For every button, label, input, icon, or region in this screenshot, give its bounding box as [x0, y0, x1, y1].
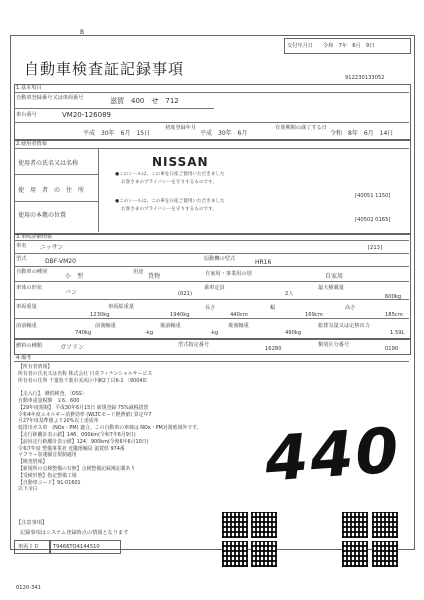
width-value: 169cm [305, 312, 323, 318]
maker-code: [213] [368, 245, 382, 251]
document-title: 自動車検査証記録事項 [24, 60, 185, 78]
handwritten-number: 440 [262, 413, 403, 496]
height-value: 185cm [385, 312, 403, 318]
remarks-line: 令和4年度エネルギー消費効率 (WLTCモード燃費値) 算定年7 [18, 411, 152, 418]
code-2: [40502 0165] [355, 217, 391, 223]
rf-axle-label: 後前軸重 [160, 323, 181, 329]
basic-section-label: 1.基本項目 [16, 85, 42, 91]
remarks-line: 所有者の住所 千葉県千葉市美浜区中瀬2丁目6-1 〔90040〕 [18, 377, 151, 384]
remarks-line: 【29年度規制】 平成30年6月15日 新規登録 75%減税措置 [18, 404, 149, 411]
fuel-label: 燃料の種類 [16, 343, 42, 349]
remarks-line: 【検査情報】 [18, 459, 48, 466]
reg-value: 滋賀 400 せ 712 [110, 97, 179, 105]
class-num-value: 0190 [385, 346, 399, 352]
remarks-text [18, 364, 263, 493]
user-address-label: 使 用 者 の 住 所 [18, 187, 85, 194]
engine-value: HR16 [255, 259, 272, 266]
page-code: 0120-341 [16, 585, 41, 591]
user-name-label: 使用者の氏名又は名称 [18, 160, 79, 167]
reg-label: 自動車登録番号又は車両番号 [16, 95, 84, 101]
user-base-label: 使用の本拠の位置 [18, 212, 67, 219]
remarks-section-label: 4.備考 [16, 355, 32, 361]
width-label: 幅 [270, 305, 276, 311]
use-value: 貨物 [148, 273, 161, 280]
first-date-value: 平成 30年 6月 15日 [83, 130, 151, 137]
expiry-label: 有効期間の満了する日 [275, 125, 327, 131]
length-value: 440cm [230, 312, 248, 318]
remarks-line: 【受検形態】指定整備工場 [18, 472, 77, 479]
qr-code-6 [251, 541, 277, 567]
rear-axle-label: 後後軸重 [228, 323, 249, 329]
qr-code-8 [372, 541, 398, 567]
gross-label: 車両総重量 [108, 304, 134, 310]
qr-code-4 [372, 512, 398, 538]
qr-code-2 [251, 512, 277, 538]
max-load-value: 600kg [385, 294, 402, 300]
remarks-line: 月27年度基準値より20%以上達成率 [18, 418, 99, 425]
weight-label: 車両重量 [16, 304, 37, 310]
max-load-label: 最大積載量 [318, 285, 344, 291]
vehicle-id-value-box [49, 540, 121, 554]
chassis-label: 車台番号 [16, 112, 37, 118]
vehicle-id-value: T9466TQ4144510 [53, 544, 100, 550]
issue-date-label: 交付年月日 [287, 43, 313, 49]
body-label: 車体の形状 [16, 285, 42, 291]
capacity-label: 乗車定員 [204, 285, 225, 291]
remarks-line: 【新規所の点検整備の有無】点検整備記録簿記載あり [18, 465, 136, 472]
seal-text-2a: お客さまのプライバシーを守りするものです。 [121, 180, 217, 185]
type-value: DBF-VM20 [45, 258, 76, 265]
height-label: 高さ [345, 305, 356, 311]
vehicle-id-label: 車両ＩＤ [18, 544, 39, 550]
kind-value: 小 型 [65, 273, 84, 280]
vehicle-id-label-box [14, 540, 51, 554]
user-section-label: 2.使用者情報 [16, 141, 47, 147]
front-axle-label: 前前軸重 [16, 323, 37, 329]
qr-code-5 [222, 541, 248, 567]
remarks-line: 【前回走行距離計表示値】124，900km(令和6年6月10日) [18, 438, 149, 445]
use-label: 用途 [133, 269, 144, 275]
remarks-line: 【自動車コード】91-01601 [18, 479, 81, 486]
remarks-line: マフラー加速騒音規制適用 [18, 452, 77, 459]
weight-value: 1230kg [90, 312, 110, 318]
code-1: [40051 1150] [355, 193, 391, 199]
remarks-line: 令和7年度 整備事業者 近畿運輸局 滋賀県 974番 [18, 445, 125, 452]
chassis-value: VM20-126089 [62, 111, 111, 119]
seal-text-2b: お客さまのプライバシーを守りするものです。 [121, 207, 217, 212]
fr-axle-value: -kg [145, 330, 154, 336]
class-num-label: 類別区分番号 [318, 342, 350, 348]
remarks-line: 自動車重量税額 ￥6，600 [18, 397, 80, 404]
displacement-value: 1.59L [390, 330, 405, 336]
remarks-line: 低排出ガス車 (NOx・PM) 適合。この自動車の車検は NOx・PM対策地域外です。 [18, 425, 202, 432]
body-code: (021) [178, 291, 192, 297]
notes-label: 【注意事項】 [16, 520, 48, 526]
body-value: バン [65, 289, 78, 296]
model-num-label: 型式指定番号 [178, 342, 210, 348]
displacement-label: 総排気量又は定格出力 [318, 323, 370, 329]
maker-value: ニッサン [40, 244, 64, 251]
seal-text-1a: ●このシールは、この車を日産ご使用いただきました [115, 172, 225, 177]
private-label: 自家用・事業用の別 [205, 271, 252, 277]
issue-date-value: 令和 7年 6月 9日 [323, 43, 375, 49]
length-label: 長さ [205, 305, 216, 311]
first-reg-label: 初度登録年月 [165, 125, 197, 131]
rf-axle-value: -kg [210, 330, 219, 336]
issue-date-box [284, 38, 411, 54]
model-num-value: 16280 [265, 346, 282, 352]
nissan-logo: NISSAN [152, 155, 209, 169]
remarks-line: 【走行距離計表示値】146，000km(令和7年6月9日) [18, 431, 136, 438]
header-mark: B [80, 29, 85, 36]
qr-code-1 [222, 512, 248, 538]
maker-label: 車名 [16, 243, 27, 249]
capacity-value: 2人 [285, 291, 294, 297]
fr-axle-label: 前後軸重 [95, 323, 116, 329]
remarks-line: 【走入行】，継続検査，〔OSS〕 [18, 391, 87, 398]
fuel-value: ガソリン [60, 344, 85, 351]
remarks-line: 以下余白 [18, 486, 38, 493]
first-reg-value: 平成 30年 6月 [200, 130, 248, 137]
remarks-line: 所有者の氏名又は名称 株式会社 日産フィナンシャルサービス [18, 370, 153, 377]
private-value: 自家用 [325, 273, 344, 280]
type-label: 型式 [16, 256, 27, 262]
seal-text-1b: ●このシールは、この車を日産ご使用いただきました [115, 199, 225, 204]
qr-code-7 [342, 541, 368, 567]
vehicle-section-label: 3.車両詳細情報 [16, 234, 53, 240]
front-axle-value: 740kg [75, 330, 92, 336]
notes-text: 記録事項はシステム登録時点の情報となります [20, 530, 129, 536]
doc-number: 912230133052 [345, 75, 385, 81]
rear-axle-value: 490kg [285, 330, 302, 336]
kind-label: 自動車の種別 [16, 269, 48, 275]
engine-label: 原動機の型式 [204, 256, 236, 262]
expiry-value: 令和 8年 6月 14日 [330, 130, 394, 137]
remarks-line: 【所有者情報】 [18, 364, 53, 370]
qr-code-3 [342, 512, 368, 538]
gross-value: 1940kg [170, 312, 190, 318]
